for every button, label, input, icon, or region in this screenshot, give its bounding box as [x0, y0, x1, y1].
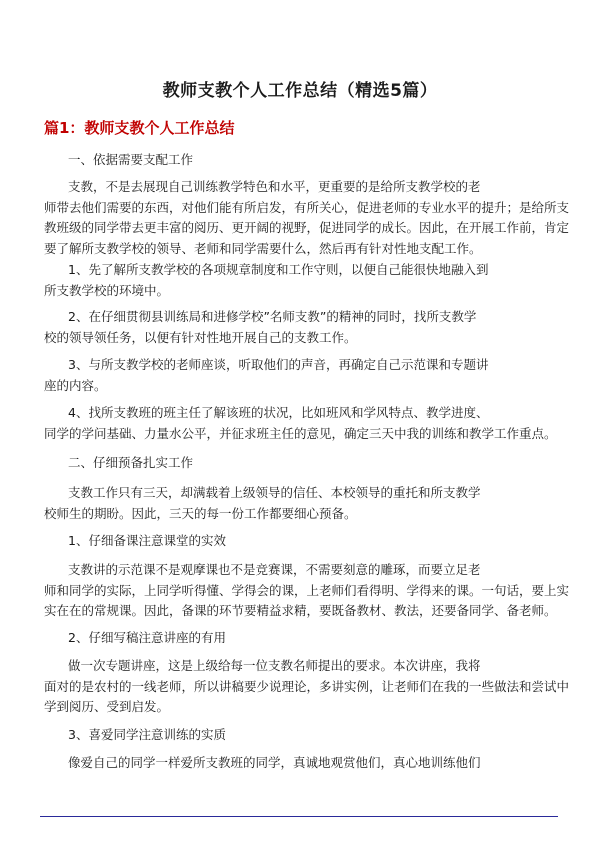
- paragraph-heading-2: [44, 453, 564, 474]
- paragraph: [44, 656, 570, 718]
- paragraph-line: 校师生的期盼。因此，三天的每一份工作都要细心预备。: [44, 505, 357, 521]
- paragraph-line: 2、仔细写稿注意讲座的有用: [68, 630, 226, 645]
- paragraph-line: 支教，不是去展现自己训练教学特色和水平，更重要的是给所支教学校的老: [68, 179, 481, 194]
- paragraph: [44, 307, 564, 348]
- paragraph-line: 师带去他们需要的东西，对他们能有所启发，有所关心，促进老师的专业水平的提升；是给所支: [44, 199, 570, 215]
- paragraph-line: 同学的学问基础、力量水公平，并征求班主任的意见，确定三天中我的训练和教学工作重点。: [44, 425, 557, 441]
- paragraph-line: 支教讲的示范课不是观摩课也不是竞赛课，不需要刻意的雕琢，而要立足老: [68, 562, 481, 577]
- paragraph-heading-1: [44, 150, 564, 171]
- paragraph: [44, 177, 570, 259]
- paragraph: [44, 355, 564, 396]
- paragraph-line: 师和同学的实际，上同学听得懂、学得会的课，上老师们看得明、学得来的课。一句话，要上实: [44, 582, 570, 598]
- paragraph-line: 座的内容。: [44, 377, 107, 393]
- paragraph: [44, 753, 564, 774]
- paragraph-line: 所支教学校的环境中。: [44, 282, 170, 298]
- paragraph-line: 3、与所支教学校的老师座谈，听取他们的声音，再确定自己示范课和专题讲: [68, 357, 489, 372]
- paragraph-line: 2、在仔细贯彻县训练局和进修学校”名师支教”的精神的同时，找所支教学: [68, 309, 477, 324]
- paragraph-line: 像爱自己的同学一样爱所支教班的同学，真诚地观赏他们，真心地训练他们: [68, 755, 481, 770]
- paragraph-line: 学到阅历、受到启发。: [44, 699, 170, 714]
- paragraph: [44, 483, 564, 524]
- paragraph-line: 教班级的同学带去更丰富的阅历、更开阔的视野，促进同学的成长。因此，在开展工作前，肯定: [44, 220, 570, 235]
- paragraph-subheading: [44, 725, 564, 746]
- paragraph-line: 面对的是农村的一线老师，所以讲稿要少说理论，多讲实例，让老师们在我的一些做法和尝试中: [44, 678, 570, 694]
- paragraph-line: 一、依据需要支配工作: [68, 152, 194, 167]
- document-title: 教师支教个人工作总结（精选5篇）: [162, 81, 438, 101]
- paragraph-line: 二、仔细预备扎实工作: [68, 455, 194, 470]
- paragraph-line: 4、找所支教班的班主任了解该班的状况，比如班风和学风特点、教学进度、: [68, 405, 489, 420]
- paragraph-line: 实在在的常规课。因此，备课的环节要精益求精，要既备教材、教法，还要备同学、备老师。: [44, 603, 557, 618]
- paragraph-line: 1、仔细备课注意课堂的实效: [68, 533, 226, 548]
- paragraph-subheading: [44, 628, 564, 649]
- paragraph-line: 要了解所支教学校的领导、老师和同学需要什么，然后再有针对性地支配工作。: [44, 240, 482, 256]
- section-title: 篇1：教师支教个人工作总结: [44, 119, 235, 137]
- paragraph-line: 做一次专题讲座，这是上级给每一位支教名师提出的要求。本次讲座，我将: [68, 658, 481, 673]
- paragraph-subheading: [44, 531, 564, 552]
- paragraph: [44, 260, 564, 301]
- paragraph: [44, 560, 570, 622]
- footer-divider: [40, 816, 558, 817]
- paragraph-line: 支教工作只有三天，却满载着上级领导的信任、本校领导的重托和所支教学: [68, 485, 481, 500]
- paragraph-line: 3、喜爱同学注意训练的实质: [68, 727, 226, 742]
- paragraph: [44, 403, 564, 444]
- paragraph-line: 校的领导领任务，以便有针对性地开展自己的支教工作。: [44, 329, 357, 345]
- paragraph-line: 1、先了解所支教学校的各项规章制度和工作守则，以便自己能很快地融入到: [68, 262, 489, 277]
